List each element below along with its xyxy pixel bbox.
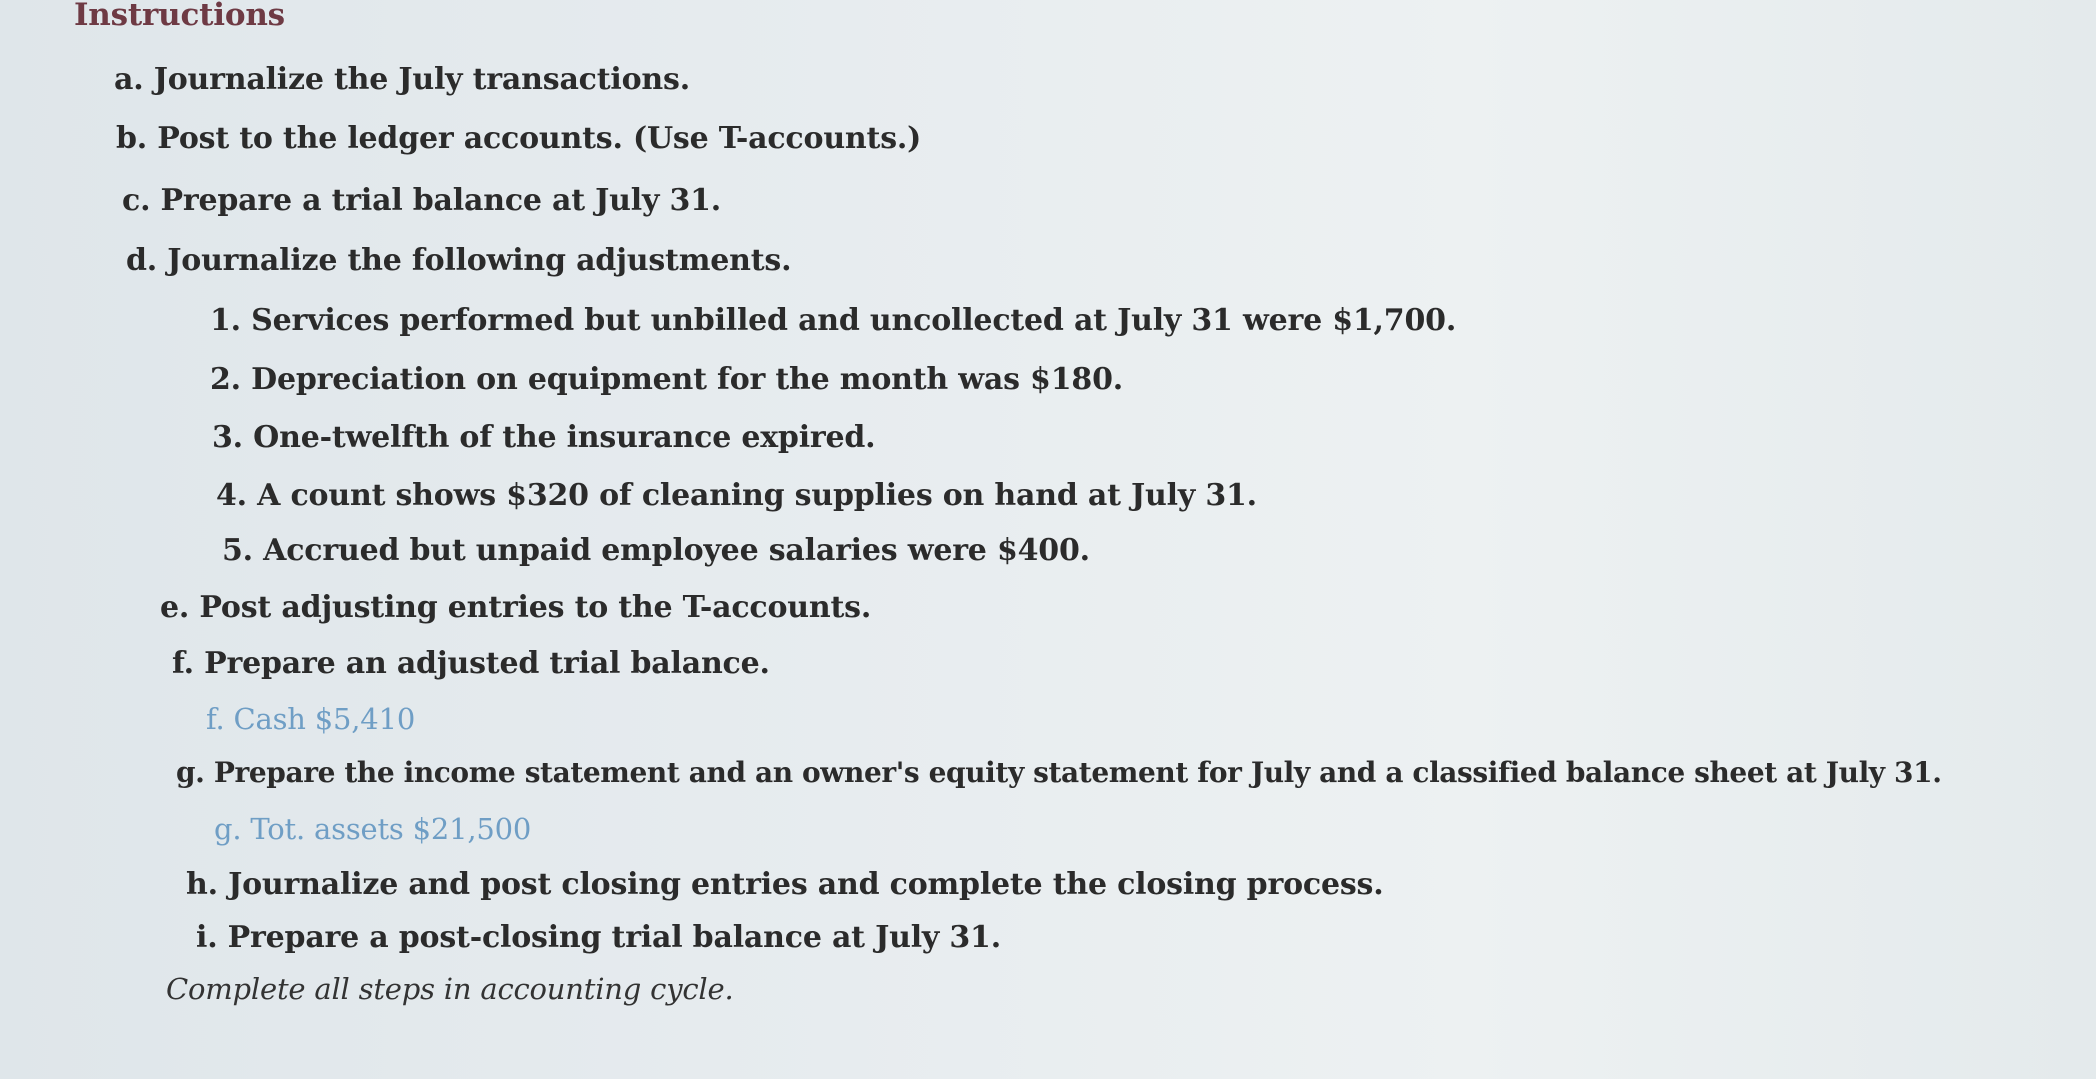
instruction-h: h. Journalize and post closing entries and complete the closing process.: [186, 867, 1384, 902]
instruction-d: d. Journalize the following adjustments.: [126, 243, 792, 278]
instructions-heading: Instructions: [74, 0, 285, 33]
adjustment-item-2: 2. Depreciation on equipment for the month was $180.: [210, 362, 1123, 397]
check-figure-g: g. Tot. assets $21,500: [214, 812, 532, 846]
adjustment-item-3: 3. One-twelfth of the insurance expired.: [212, 420, 876, 455]
completion-note: Complete all steps in accounting cycle.: [166, 972, 734, 1006]
instruction-e: e. Post adjusting entries to the T-accounts.: [160, 590, 872, 625]
instruction-i: i. Prepare a post-closing trial balance at July 31.: [196, 920, 1001, 955]
instruction-b: b. Post to the ledger accounts. (Use T-accounts.): [116, 121, 922, 156]
instruction-c: c. Prepare a trial balance at July 31.: [122, 183, 722, 218]
adjustment-item-1: 1. Services performed but unbilled and uncollected at July 31 were $1,700.: [210, 303, 1457, 338]
adjustment-item-4: 4. A count shows $320 of cleaning supplies on hand at July 31.: [216, 478, 1257, 513]
instruction-f: f. Prepare an adjusted trial balance.: [172, 646, 770, 681]
instruction-a: a. Journalize the July transactions.: [114, 62, 690, 97]
check-figure-f: f. Cash $5,410: [206, 702, 416, 736]
instruction-g: g. Prepare the income statement and an owner's equity statement for July and a classified balance sheet at July 31.: [176, 756, 1942, 789]
adjustment-item-5: 5. Accrued but unpaid employee salaries were $400.: [222, 533, 1090, 568]
